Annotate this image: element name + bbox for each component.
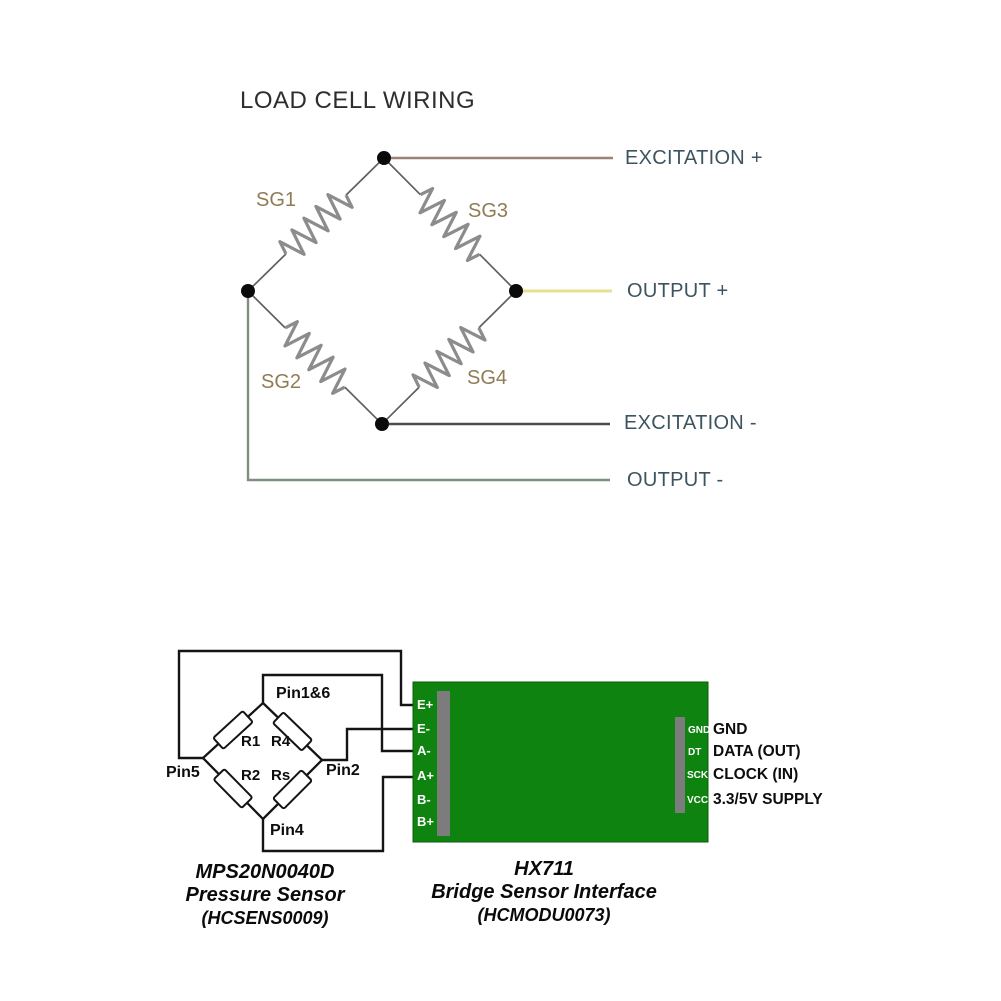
resistor-label-rs: Rs <box>271 767 291 784</box>
hx711-model: HX711 <box>514 858 574 880</box>
bridge-node-right <box>509 284 523 298</box>
page-title: LOAD CELL WIRING <box>240 87 476 114</box>
board-pin-sck: SCK <box>687 770 709 781</box>
pressure-sensor-model: MPS20N0040D <box>195 861 335 883</box>
sensor-interface-schematic <box>179 651 711 851</box>
strain-gauge-zigzag <box>411 186 489 264</box>
output-minus-label: OUTPUT - <box>627 469 724 491</box>
gnd-external-label: GND <box>713 721 748 738</box>
data-out-external-label: DATA (OUT) <box>713 743 801 760</box>
resistor-label-r2: R2 <box>241 767 261 784</box>
board-pin-b-minus: B- <box>417 792 431 807</box>
pressure-sensor-bridge <box>203 703 322 819</box>
resistor-label-r4: R4 <box>271 733 291 750</box>
sensor-pin-right-label: Pin2 <box>326 762 360 779</box>
wire-pin2-to-e-minus <box>322 729 413 760</box>
output-minus-wire <box>248 296 610 480</box>
hx711-board <box>413 682 711 842</box>
board-pin-a-minus: A- <box>417 743 431 758</box>
sensor-pin-left-label: Pin5 <box>166 764 200 781</box>
pressure-sensor-caption <box>170 861 360 930</box>
clock-in-external-label: CLOCK (IN) <box>713 766 799 783</box>
bridge-node-bottom <box>375 417 389 431</box>
excitation-plus-label: EXCITATION + <box>625 147 763 169</box>
board-pin-e-plus: E+ <box>417 697 434 712</box>
board-pin-dt: DT <box>688 747 702 758</box>
right-connector-bar <box>675 717 685 813</box>
supply-external-label: 3.3/5V SUPPLY <box>713 791 823 808</box>
hx711-device: Bridge Sensor Interface <box>431 881 657 903</box>
bridge-arm-sg1 <box>239 149 393 301</box>
bridge-node-left <box>241 284 255 298</box>
resistor-label-r1: R1 <box>241 733 261 750</box>
sensor-pin-top-label: Pin1&6 <box>276 685 331 702</box>
bridge-arm-sg4 <box>372 281 525 433</box>
left-connector-bar <box>437 691 450 836</box>
pressure-sensor-code: (HCSENS0009) <box>201 908 329 928</box>
board-pin-e-minus: E- <box>417 721 430 736</box>
board-pin-vcc: VCC <box>687 795 709 806</box>
strain-gauge-label-sg1: SG1 <box>256 189 297 211</box>
bridge-arm-sg2 <box>238 281 391 433</box>
hx711-code: (HCMODU0073) <box>477 905 611 925</box>
board-pin-gnd: GND <box>688 725 711 736</box>
strain-gauge-label-sg3: SG3 <box>468 200 509 222</box>
excitation-minus-label: EXCITATION - <box>624 412 757 434</box>
output-plus-label: OUTPUT + <box>627 280 729 302</box>
bridge-arm-sg3 <box>374 148 526 301</box>
strain-gauge-label-sg4: SG4 <box>467 367 508 389</box>
pressure-sensor-device: Pressure Sensor <box>185 884 345 906</box>
strain-gauge-label-sg2: SG2 <box>261 371 302 393</box>
sensor-pin-bottom-label: Pin4 <box>270 822 304 839</box>
hx711-caption <box>415 858 673 927</box>
board-pin-b-plus: B+ <box>417 814 434 829</box>
bridge-node-top <box>377 151 391 165</box>
board-pin-a-plus: A+ <box>417 768 434 783</box>
